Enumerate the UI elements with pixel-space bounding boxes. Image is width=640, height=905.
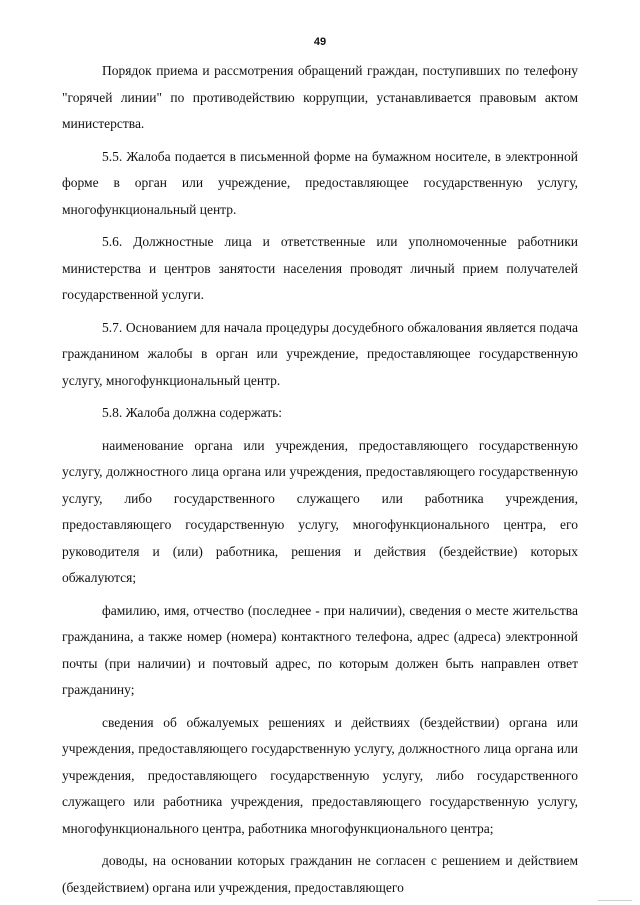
list-item-appealed-decisions: сведения об обжалуемых решениях и действиях (бездействии) органа или учреждения, предоставляющего государственную услугу, должностного лица органа или учреждения, предоставляющего государственную услугу, либо государственного служащего или работника учреждения, предоставляющего государственную услугу, многофункционального центра, работника многофункционального центра; bbox=[62, 714, 578, 836]
list-item-arguments: доводы, на основании которых гражданин не согласен с решением и действием (бездействием) органа или учреждения, предоставляющего bbox=[62, 853, 578, 895]
scan-edge-mark bbox=[598, 900, 632, 901]
list-item-name-of-body: наименование органа или учреждения, предоставляющего государственную услугу, должностного лица органа или учреждения, предоставляющего государственную услугу, либо государственного служащего или работника учреждения, предоставляющего государственную услугу, многофункционального центра, его руководителя и (или) работника, решения и действия (бездействие) которых обжалуются; bbox=[62, 437, 578, 585]
page-number: 49 bbox=[313, 36, 327, 48]
paragraph-5-5: 5.5. Жалоба подается в письменной форме на бумажном носителе, в электронной форме в орган или учреждение, предоставляющее государственную услугу, многофункциональный центр. bbox=[62, 148, 578, 217]
paragraph-5-6: 5.6. Должностные лица и ответственные или уполномоченные работники министерства и центров занятости населения проводят личный прием получателей государственной услуги. bbox=[62, 234, 578, 302]
paragraph-5-7: 5.7. Основанием для начала процедуры досудебного обжалования является подача гражданином жалобы в орган или учреждение, предоставляющее государственную услугу, многофункциональный центр. bbox=[62, 319, 578, 388]
document-body bbox=[62, 58, 578, 901]
paragraph-hotline-procedure: Порядок приема и рассмотрения обращений граждан, поступивших по телефону "горячей линии" по противодействию коррупции, устанавливается правовым актом министерства. bbox=[62, 63, 578, 131]
paragraph-5-8: 5.8. Жалоба должна содержать: bbox=[102, 405, 283, 420]
list-item-applicant-details: фамилию, имя, отчество (последнее - при наличии), сведения о месте жительства гражданина, а также номер (номера) контактного телефона, адрес (адреса) электронной почты (при наличии) и почтовый адрес, по которым должен быть направлен ответ гражданину; bbox=[62, 602, 578, 697]
